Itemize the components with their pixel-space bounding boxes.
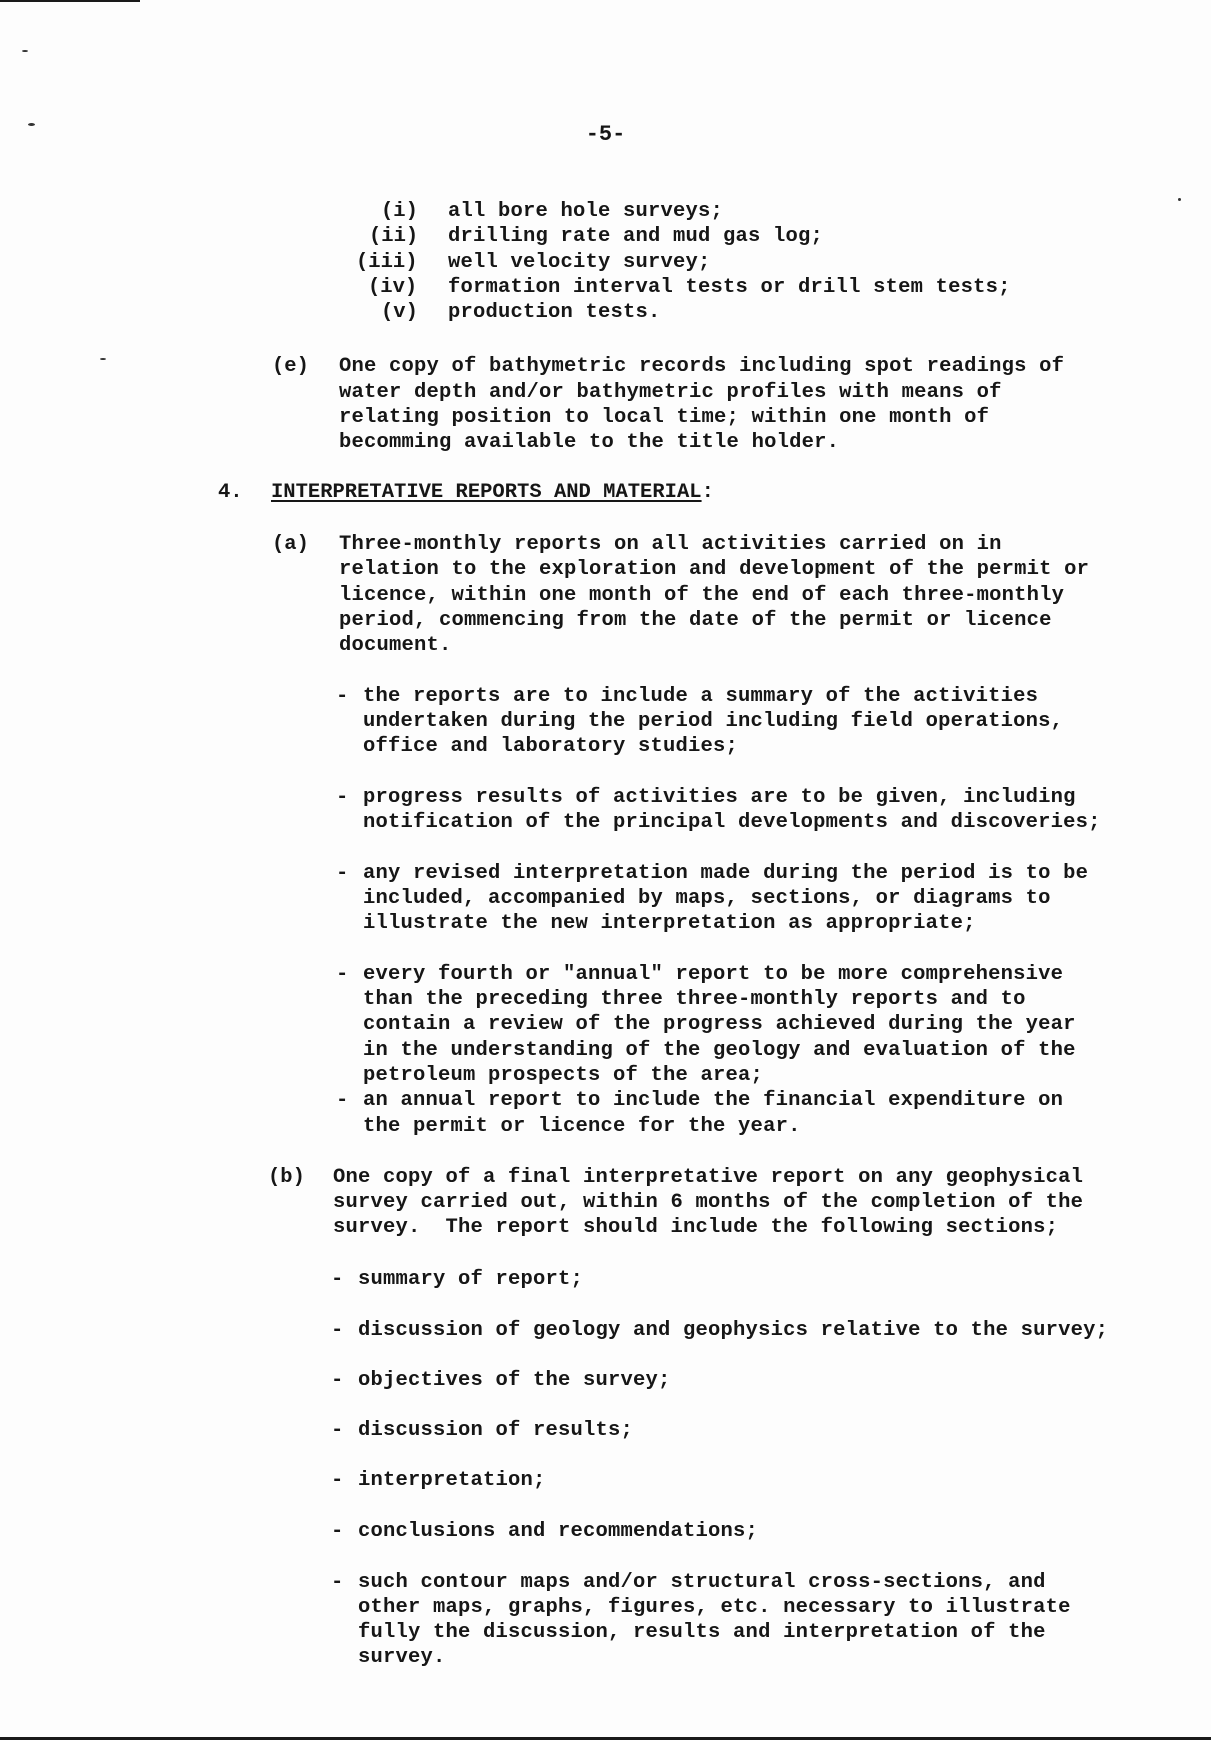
bullet-line: conclusions and recommendations; (358, 1520, 759, 1543)
bullet-line: fully the discussion, results and interpretation of the (358, 1621, 1046, 1644)
bullet-marker: - (331, 1419, 344, 1442)
subitem-text: production tests. (448, 301, 661, 324)
bullet-line: such contour maps and/or structural cross-sections, and (358, 1571, 1046, 1594)
bullet-line: the permit or licence for the year. (363, 1115, 801, 1138)
bullet-marker: - (331, 1268, 344, 1291)
item-label: (a) (272, 533, 309, 556)
subitem-label: (ii) (369, 225, 419, 248)
bullet-line: progress results of activities are to be given, including (363, 786, 1076, 809)
page-number: -5- (585, 122, 626, 147)
paragraph-line: Three-monthly reports on all activities carried on in (339, 533, 1002, 556)
section-title (271, 480, 714, 505)
paragraph-line: relating position to local time; within one month of (339, 406, 990, 429)
scan-speck (100, 358, 106, 360)
bullet-line: than the preceding three three-monthly reports and to (363, 988, 1026, 1011)
bullet-line: interpretation; (358, 1469, 546, 1492)
subitem-label: (iv) (368, 276, 418, 299)
bullet-line: every fourth or "annual" report to be more comprehensive (363, 963, 1064, 986)
paragraph-line: survey. The report should include the following sections; (333, 1216, 1059, 1239)
bullet-line: other maps, graphs, figures, etc. necessary to illustrate (358, 1596, 1071, 1619)
bullet-line: illustrate the new interpretation as appropriate; (363, 912, 976, 935)
bullet-marker: - (336, 862, 349, 885)
scan-edge-top (0, 0, 140, 2)
bullet-line: the reports are to include a summary of the activities (363, 685, 1039, 708)
bullet-marker: - (331, 1571, 344, 1594)
bullet-line: notification of the principal developments and discoveries; (363, 811, 1101, 834)
subitem-text: all bore hole surveys; (448, 200, 724, 223)
bullet-line: an annual report to include the financial expenditure on (363, 1089, 1064, 1112)
bullet-marker: - (331, 1520, 344, 1543)
bullet-line: survey. (358, 1646, 446, 1669)
scan-speck (22, 50, 28, 52)
bullet-line: included, accompanied by maps, sections, or diagrams to (363, 887, 1051, 910)
bullet-line: discussion of results; (358, 1419, 634, 1442)
section-title-colon: : (701, 481, 714, 504)
bullet-marker: - (331, 1319, 344, 1342)
section-number: 4. (218, 481, 243, 504)
bullet-marker: - (336, 685, 349, 708)
subitem-text: well velocity survey; (448, 251, 711, 274)
scan-speck (1178, 198, 1181, 201)
paragraph-line: One copy of a final interpretative report on any geophysical (333, 1166, 1084, 1189)
bullet-marker: - (331, 1469, 344, 1492)
subitem-label: (v) (381, 301, 418, 324)
bullet-line: contain a review of the progress achieved during the year (363, 1013, 1076, 1036)
item-label: (e) (272, 355, 309, 378)
subitem-label: (i) (381, 200, 418, 223)
subitem-label: (iii) (356, 251, 418, 274)
paragraph-line: One copy of bathymetric records including spot readings of (339, 355, 1065, 378)
subitem-text: drilling rate and mud gas log; (448, 225, 824, 248)
bullet-marker: - (336, 1089, 349, 1112)
bullet-marker: - (336, 786, 349, 809)
bullet-line: petroleum prospects of the area; (363, 1064, 764, 1087)
bullet-marker: - (331, 1369, 344, 1392)
section-title-text: INTERPRETATIVE REPORTS AND MATERIAL (271, 481, 702, 504)
paragraph-line: period, commencing from the date of the permit or licence (339, 609, 1052, 632)
bullet-line: office and laboratory studies; (363, 735, 739, 758)
bullet-line: in the understanding of the geology and evaluation of the (363, 1039, 1076, 1062)
bullet-line: any revised interpretation made during the period is to be (363, 862, 1089, 885)
item-label: (b) (268, 1166, 305, 1189)
paragraph-line: licence, within one month of the end of each three-monthly (339, 584, 1065, 607)
paragraph-line: survey carried out, within 6 months of the completion of the (333, 1191, 1084, 1214)
paragraph-line: becomming available to the title holder. (339, 431, 840, 454)
bullet-line: objectives of the survey; (358, 1369, 671, 1392)
bullet-marker: - (336, 963, 349, 986)
paragraph-line: document. (339, 634, 452, 657)
paragraph-line: water depth and/or bathymetric profiles with means of (339, 381, 1002, 404)
subitem-text: formation interval tests or drill stem tests; (448, 276, 1011, 299)
bullet-line: summary of report; (358, 1268, 584, 1291)
bullet-line: discussion of geology and geophysics relative to the survey; (358, 1319, 1109, 1342)
bullet-line: undertaken during the period including field operations, (363, 710, 1064, 733)
paragraph-line: relation to the exploration and development of the permit or (339, 558, 1090, 581)
